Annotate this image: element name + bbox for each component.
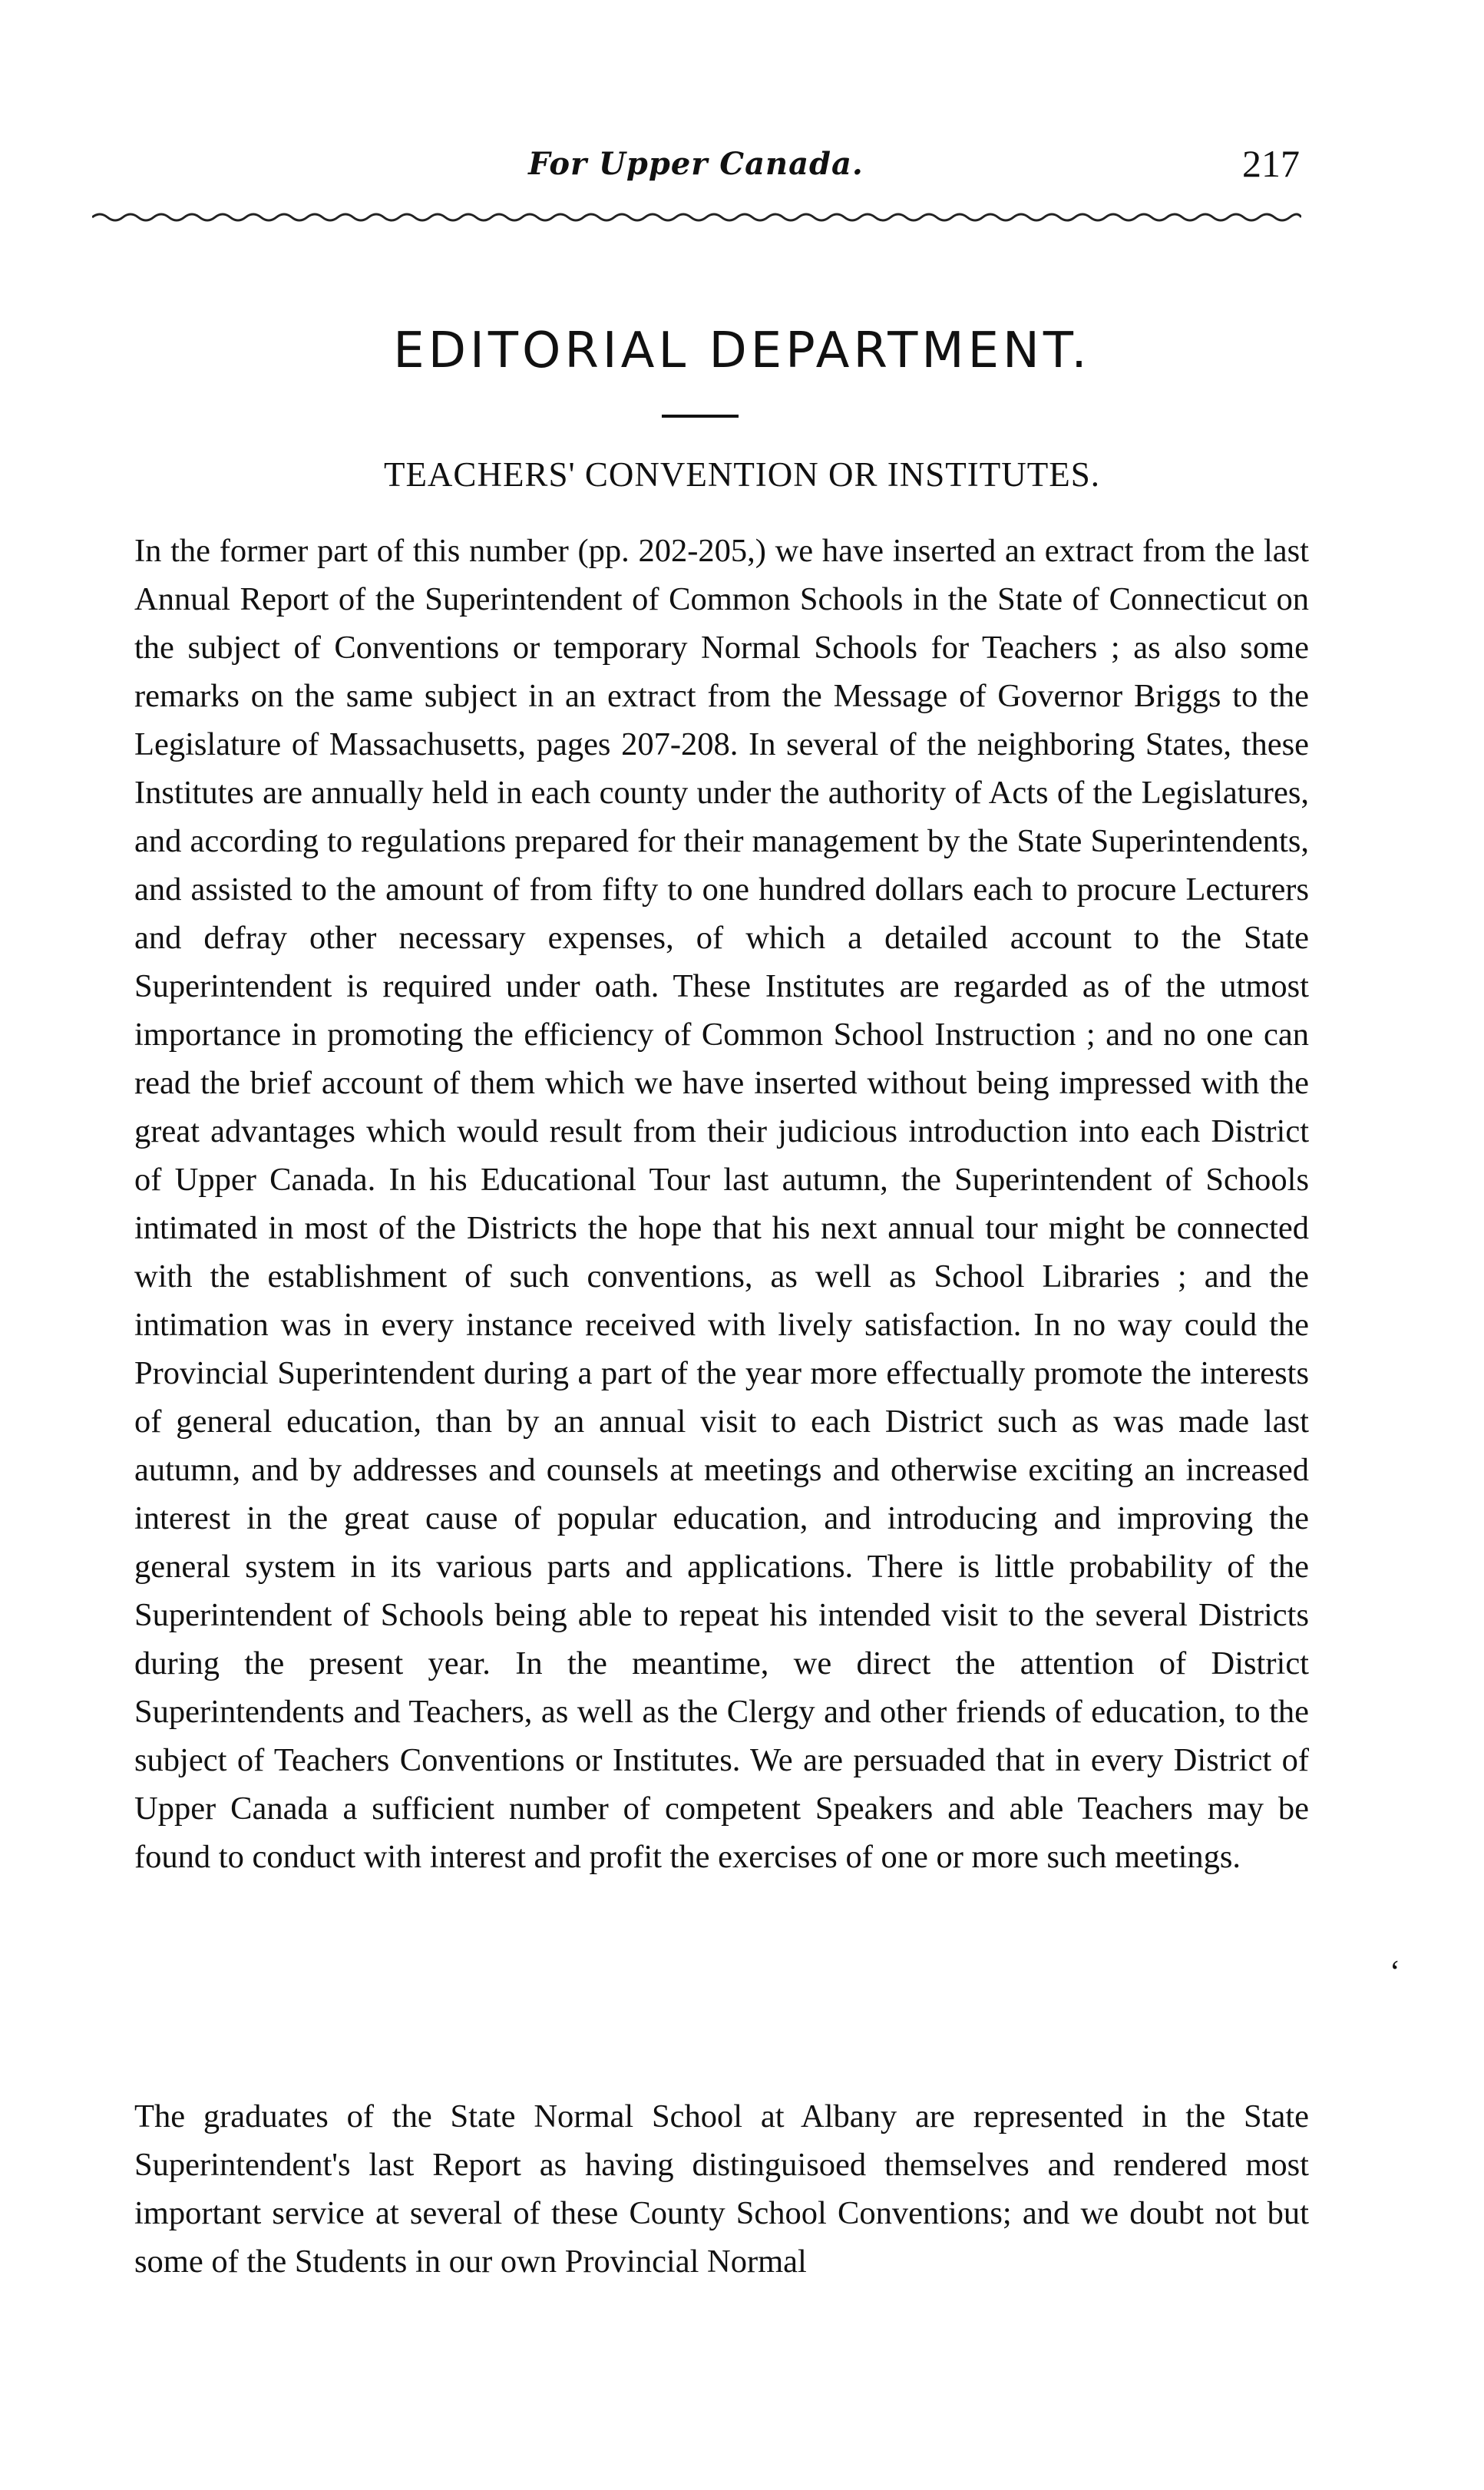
body-paragraph-2	[134, 2092, 1309, 2286]
page-number: 217	[1242, 142, 1300, 185]
running-head	[92, 142, 1300, 200]
section-heading: EDITORIAL DEPARTMENT.	[393, 322, 1091, 379]
running-title: For Upper Canada.	[528, 146, 864, 182]
margin-mark: ʻ	[1390, 1955, 1400, 1990]
body-paragraph-1	[134, 527, 1309, 1881]
header-wavy-rule	[92, 209, 1301, 226]
article-title: TEACHERS' CONVENTION OR INSTITUTES.	[383, 455, 1101, 494]
heading-divider	[662, 415, 739, 418]
paragraph-text: In the former part of this number (pp. 202-205,) we have inserted an extract from the last Annual Report of the Superintendent of Common Schools in the State of Connecticut on the subject of Conventions or temporary Normal Schools for Teachers ; as also some remarks on the same subject in an extract from the Message of Governor Briggs to the Legislature of Massachusetts, pages 207-208. In several of the neighboring States, these Institutes are annually held in each county under the authority of Acts of the Legislatures, and according to regulations prepared for their management by the State Superintendents, and assisted to the amount of from fifty to one hundred dollars each to procure Lecturers and defray other necessary expenses, of which a detailed account to the State Superintendent is required under oath. These Institutes are regarded as of the utmost importance in promoting the efficiency of Common School Instruction ; and no one can read the brief account of them which we have inserted without being impressed with the great advantages which would result from their judicious introduction into each District of Upper Canada. In his Educational Tour last autumn, the Superintendent of Schools intimated in most of the Districts the hope that his next annual tour might be connected with the establishment of such conventions, as well as School Libraries ; and the intimation was in every instance received with lively satisfaction. In no way could the Provincial Superintendent during a part of the year more effectually promote the interests of general education, than by an annual visit to each District such as was made last autumn, and by addresses and counsels at meetings and otherwise exciting an increased interest in the great cause of popular education, and introducing and improving the general system in its various parts and applications. There is little probability of the Superintendent of Schools being able to repeat his intended visit to the several Districts during the present year. In the meantime, we direct the attention of District Superintendents and Teachers, as well as the Clergy and other friends of education, to the subject of Teachers Conventions or Institutes. We are persuaded that in every District of Upper Canada a sufficient number of competent Speakers and able Teachers may be found to conduct with interest and profit the exercises of one or more such meetings.	[134, 533, 1309, 1875]
paragraph-text: The graduates of the State Normal School at Albany are represented in the State Superintendent's last Report as having distinguisoed themselves and rendered most important service at several of these County School Conventions; and we doubt not but some of the Students in our own Provincial Normal	[134, 2098, 1309, 2280]
